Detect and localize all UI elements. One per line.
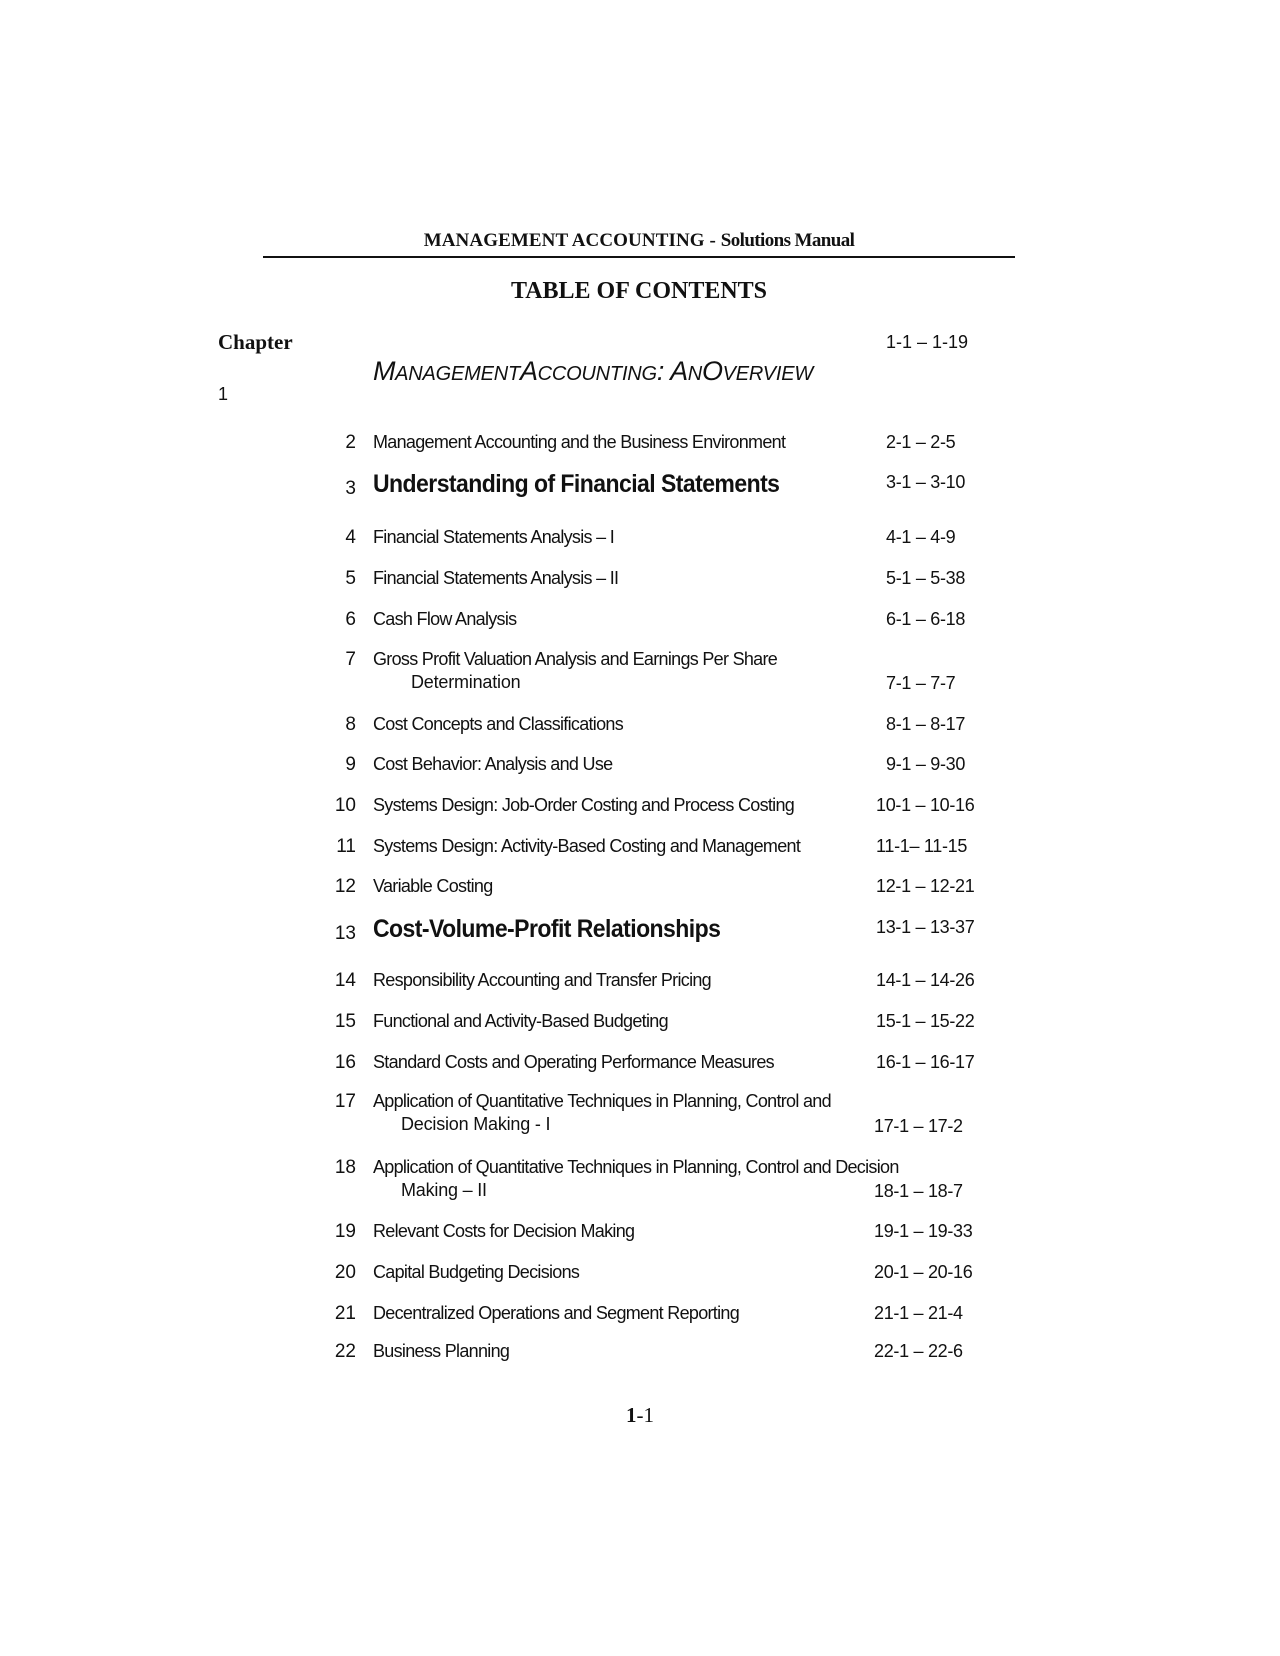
chapter-title-line-2: Making – II <box>401 1180 487 1200</box>
chapter-title: Business Planning <box>373 1341 510 1361</box>
chapter-title: Financial Statements Analysis – II <box>373 568 619 588</box>
chapter-pages: 16-1 – 16-17 <box>876 1052 975 1072</box>
chapter-number: 4 <box>345 527 356 548</box>
chapter-number: 7 <box>345 649 356 670</box>
chapter-pages: 2-1 – 2-5 <box>886 432 956 452</box>
chapter-title: Cost Behavior: Analysis and Use <box>373 754 613 774</box>
chapter-column-label: Chapter <box>218 330 293 354</box>
chapter-number: 20 <box>334 1262 356 1283</box>
chapter-1-pages: 1-1 – 1-19 <box>886 332 969 352</box>
page-number <box>0 1403 1280 1428</box>
chapter-title-line-1: Application of Quantitative Techniques in Planning, Control and <box>373 1091 831 1111</box>
chapter-pages: 4-1 – 4-9 <box>886 527 956 547</box>
chapter-1-title <box>373 356 813 387</box>
chapter-number: 10 <box>334 795 356 816</box>
chapter-title: Cost-Volume-Profit Relationships <box>373 915 721 943</box>
chapter-title: Management Accounting and the Business Environment <box>373 432 786 452</box>
chapter-title: Capital Budgeting Decisions <box>373 1262 580 1282</box>
chapter-title: Systems Design: Activity-Based Costing and Management <box>373 836 801 856</box>
chapter-pages: 10-1 – 10-16 <box>876 795 975 815</box>
chapter-pages: 20-1 – 20-16 <box>874 1262 973 1282</box>
chapter-title: Functional and Activity-Based Budgeting <box>373 1011 668 1031</box>
chapter-pages: 7-1 – 7-7 <box>886 673 956 693</box>
chapter-title: Systems Design: Job-Order Costing and Process Costing <box>373 795 795 815</box>
chapter-pages: 21-1 – 21-4 <box>874 1303 963 1323</box>
chapter-1-title-part: O <box>701 356 723 386</box>
chapter-title: Variable Costing <box>373 876 493 896</box>
chapter-1-number: 1 <box>218 384 229 404</box>
chapter-pages: 14-1 – 14-26 <box>876 970 975 990</box>
chapter-title-line-2: Determination <box>411 672 521 692</box>
chapter-pages: 13-1 – 13-37 <box>876 917 975 937</box>
chapter-number: 9 <box>345 754 356 775</box>
chapter-title: Understanding of Financial Statements <box>373 470 780 498</box>
chapter-number: 5 <box>345 568 356 589</box>
chapter-1-title-part: A <box>519 356 538 386</box>
chapter-pages: 9-1 – 9-30 <box>886 754 966 774</box>
chapter-number: 22 <box>334 1341 356 1362</box>
running-head-tail: Solutions Manual <box>720 230 855 251</box>
chapter-pages: 8-1 – 8-17 <box>886 714 966 734</box>
chapter-number: 11 <box>336 836 356 857</box>
chapter-1-title-part: M <box>373 356 396 386</box>
chapter-number: 2 <box>345 432 356 453</box>
chapter-pages: 18-1 – 18-7 <box>874 1181 963 1201</box>
chapter-title: Relevant Costs for Decision Making <box>373 1221 635 1241</box>
chapter-title-line-1: Gross Profit Valuation Analysis and Earnings Per Share <box>373 649 778 669</box>
chapter-pages: 15-1 – 15-22 <box>876 1011 975 1031</box>
chapter-title <box>373 649 777 693</box>
chapter-pages: 11-1– 11-15 <box>876 836 968 856</box>
chapter-number: 21 <box>334 1303 356 1324</box>
chapter-pages: 3-1 – 3-10 <box>886 472 966 492</box>
chapter-title: Cash Flow Analysis <box>373 609 517 629</box>
chapter-pages: 5-1 – 5-38 <box>886 568 966 588</box>
running-head-main: MANAGEMENT ACCOUNTING - <box>423 230 721 251</box>
chapter-number: 12 <box>334 876 356 897</box>
chapter-title: Decentralized Operations and Segment Reporting <box>373 1303 740 1323</box>
chapter-pages: 17-1 – 17-2 <box>874 1116 963 1136</box>
chapter-title <box>373 1157 899 1201</box>
page-number-rest: -1 <box>636 1403 654 1427</box>
chapter-number: 16 <box>334 1052 356 1073</box>
chapter-pages: 22-1 – 22-6 <box>874 1341 963 1361</box>
running-head <box>263 230 1015 252</box>
chapter-1-title-part: : A <box>656 356 688 386</box>
chapter-1-title-part: N <box>687 363 702 385</box>
header-rule <box>263 256 1015 258</box>
chapter-pages: 19-1 – 19-33 <box>874 1221 973 1241</box>
chapter-title: Cost Concepts and Classifications <box>373 714 624 734</box>
toc-title: TABLE OF CONTENTS <box>510 278 768 304</box>
page-number-bold: 1 <box>626 1403 637 1427</box>
chapter-number: 15 <box>334 1011 356 1032</box>
chapter-number: 18 <box>334 1157 356 1178</box>
chapter-number: 13 <box>334 923 356 944</box>
chapter-number: 6 <box>345 609 356 630</box>
chapter-number: 3 <box>345 478 356 499</box>
chapter-pages: 6-1 – 6-18 <box>886 609 966 629</box>
chapter-title-line-1: Application of Quantitative Techniques in Planning, Control and Decision <box>373 1157 899 1177</box>
chapter-number: 14 <box>334 970 356 991</box>
chapter-1-title-part: ANAGEMENT <box>395 363 520 385</box>
chapter-title <box>373 1091 831 1135</box>
chapter-title: Responsibility Accounting and Transfer Pricing <box>373 970 711 990</box>
chapter-number: 19 <box>334 1221 356 1242</box>
chapter-title-line-2: Decision Making - I <box>401 1114 551 1134</box>
chapter-1-title-part: CCOUNTING <box>537 363 657 385</box>
chapter-1-title-part: VERVIEW <box>722 363 814 385</box>
chapter-number: 8 <box>345 714 356 735</box>
chapter-title: Financial Statements Analysis – I <box>373 527 615 547</box>
chapter-number: 17 <box>334 1091 356 1112</box>
chapter-title: Standard Costs and Operating Performance Measures <box>373 1052 774 1072</box>
chapter-pages: 12-1 – 12-21 <box>876 876 975 896</box>
